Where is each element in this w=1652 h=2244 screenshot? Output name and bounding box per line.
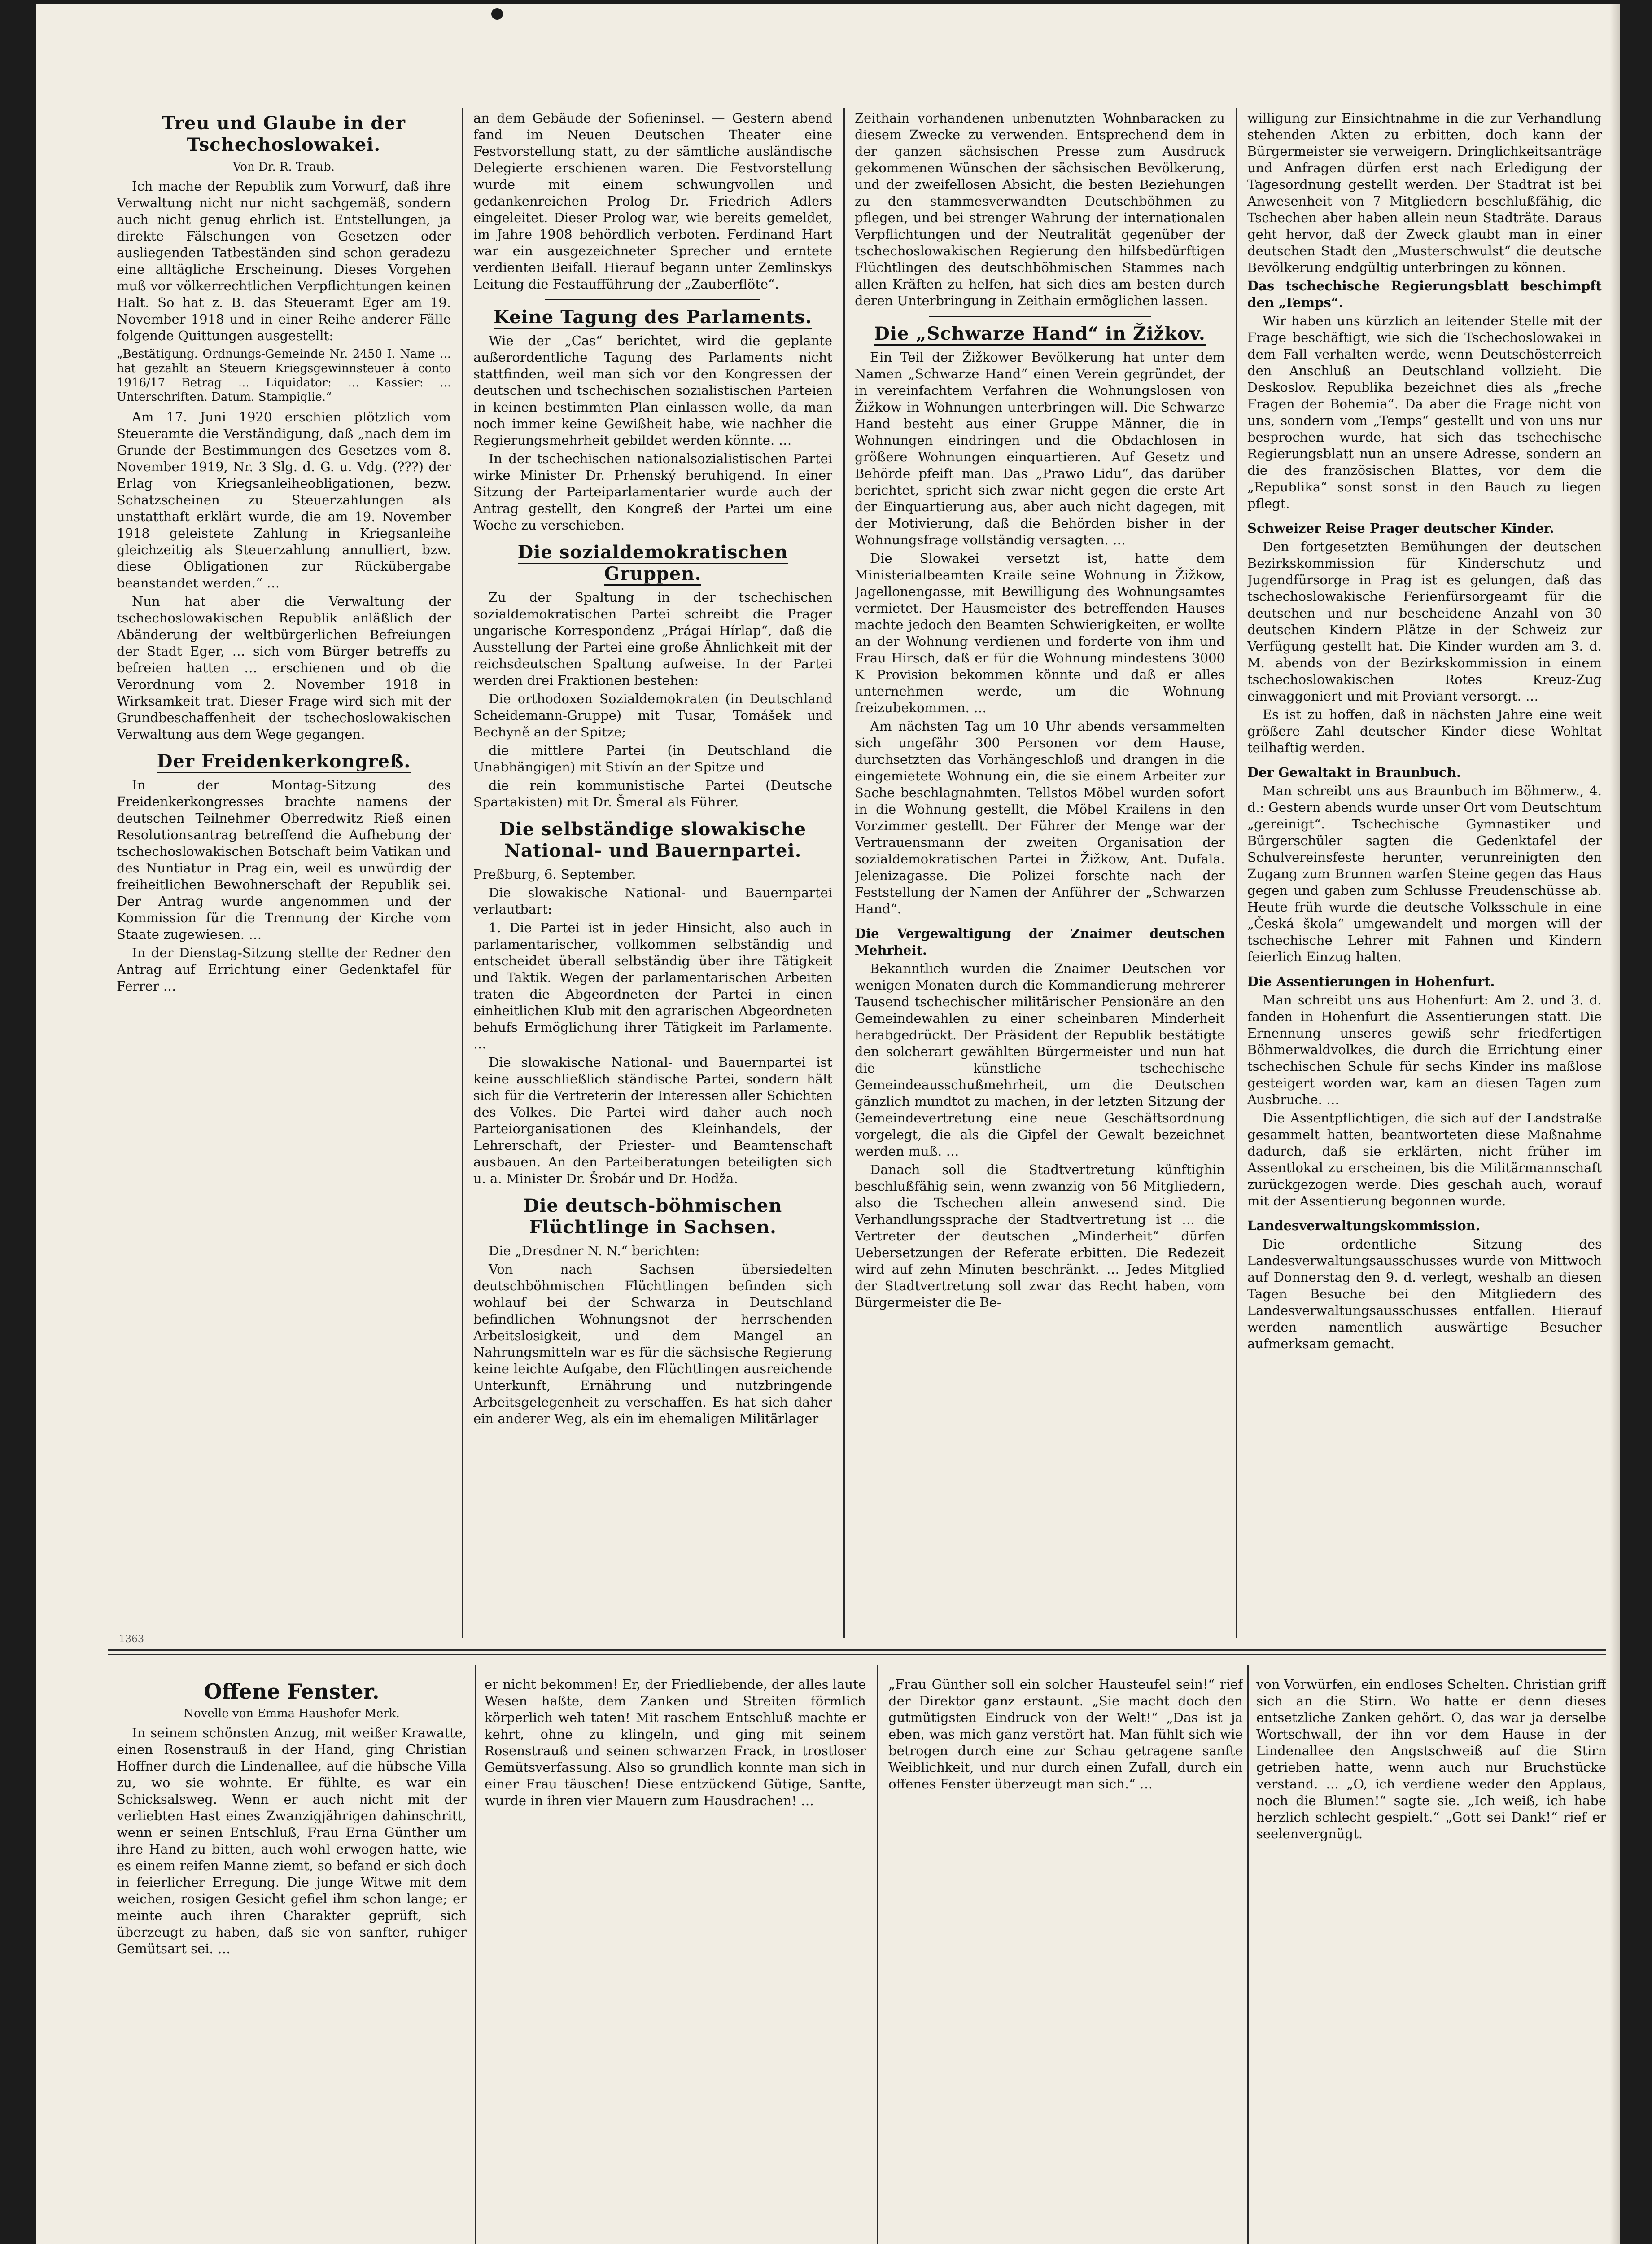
article-braunbuch — [1247, 764, 1602, 965]
novel-text: er nicht bekommen! Er, der Friedliebende, der alles laute Wesen haßte, dem Zanken und Streiten förmlich körperlich weh taten! Mit raschem Entschluß machte er kehrt, ohne zu klingeln, und ging mit seinem Rosenstrauß und seinen schwarzen Frack, in trostloser Gemütsverfassung. Also so grundlich konnte man sich in einer Frau täuschen! Diese entzückend Gütige, Sanfte, wurde in ihren vier Mauern zum Hausdrachen! … — [485, 1677, 866, 1808]
article-lead-title: Schweizer Reise Prager deutscher Kinder. — [1247, 521, 1554, 536]
paragraph: die rein kommunistische Partei (Deutsche Spartakisten) mit Dr. Šmeral als Führer. — [473, 778, 832, 810]
paragraph: Danach soll die Stadtvertretung künftighin beschlußfähig sein, wenn zwanzig von 56 Mitgliedern, also die Tschechen allein anwesend sind. Die Verhandlungssprache der Stadtvertretung ist … die Vertreter der deutschen „Minderheit“ dürfen Uebersetzungen der Referate erbitten. Die Redezeit wird auf zehn Minuten beschränkt. … Jedes Mitglied der Stadtvertretung soll zwar das Recht haben, vom Bürgermeister die Be- — [855, 1162, 1225, 1310]
paragraph: Die Slowakei versetzt ist, hatte dem Ministerialbeamten Kraile seine Wohnung in Žižkow, Jagellonengasse, mit Bewilligung des Wohnungsamtes vermietet. Der Hausmeister des betreffenden Hauses machte jedoch den Beamten Schwierigkeiten, er wollte an der Wohnung verdienen und forderte von ihm und Frau Hirsch, daß er für die Wohnung mindestens 3000 K Provision bekommen könnte und daß er alles unternehmen werde, um die Wohnung freizubekommen. … — [855, 551, 1225, 715]
article-lead-title: Die Vergewaltigung der Znaimer deutschen Mehrheit. — [855, 926, 1225, 958]
newspaper-page — [36, 4, 1620, 2244]
paragraph: 1. Die Partei ist in jeder Hinsicht, also auch in parlamentarischer, vollkommen selbständig und entscheidet überall selbständig über ihre Tätigkeit und Taktik. Wegen der parlamentarischen Arbeiten traten die Abgeordneten der Partei in einen einheitlichen Klub mit den agrarischen Abgeordneten behufs Ermöglichung ihrer Tätigkeit im Parlamente. … — [473, 920, 832, 1052]
article-byline: Von Dr. R. Traub. — [232, 160, 335, 174]
paragraph: Die slowakische National- und Bauernpartei verlautbart: — [473, 885, 832, 917]
paragraph: Am 17. Juni 1920 erschien plötzlich vom Steueramte die Verständigung, daß „nach dem im Grunde der Bestimmungen des Gesetzes vom 8. November 1919, Nr. 3 Slg. d. G. u. Vdg. (???) der Erlag von Kriegsanleiheobligationen, bezw. Schatzscheinen zu Steuerzahlungen als unstatthaft erklärt wurde, die am 19. November 1918 geleistete Zahlung in Kriegsanleihe gleichzeitig als Steuerzahlung annulliert, bzw. diese Obligationen zur Rückübergabe beanstandet werden.“ … — [117, 409, 451, 591]
column-1 — [117, 110, 451, 1636]
paragraph: Die slowakische National- und Bauernpartei ist keine ausschließlich ständische Partei, sondern hält sich für die Vertreterin der Interessen aller Schichten des Volkes. Die Partei wird daher auch noch Parteiorganisationen des Kleinhandels, der Lehrerschaft, der Priester- und Beamtenschaft ausbauen. An den Parteiberatungen beteiligten sich u. a. Minister Dr. Šrobár und Dr. Hodža. — [473, 1055, 832, 1186]
paragraph: In der Dienstag-Sitzung stellte der Redner den Antrag auf Errichtung einer Gedenktafel für Ferrer … — [117, 945, 451, 994]
article-lead-title: Das tschechische Regierungsblatt beschimpft den „Temps“. — [1247, 278, 1602, 310]
article-title: Treu und Glaube in der Tschechoslowakei. — [162, 113, 406, 155]
feuilleton-divider-thin — [108, 1654, 1606, 1655]
column-rule — [1236, 108, 1237, 1638]
separator — [545, 299, 760, 300]
feuilleton-column-1 — [117, 1676, 467, 2244]
article-title-text: Die „Schwarze Hand“ in Žižkov. — [874, 323, 1206, 346]
article-title-text: Die sozialdemokratischen Gruppen. — [518, 542, 788, 586]
paragraph: Man schreibt uns aus Braunbuch im Böhmerw., 4. d.: Gestern abends wurde unser Ort vom Deutschtum „gereinigt“. Tschechische Gymnastiker und Bürgerschüler sagten die Gedenktafel der Schulvereinsfeste herunter, verunreinigten den Zugang zum Brunnen warfen Steine gegen das Haus gegen und gaben zum Schlusse Freudenschüsse ab. Heute früh wurde die deutsche Volksschule in eine „Česká škola“ umgewandelt und morgen will der tschechische Lehrer mit Fahnen und Kindern feierlich Einzug halten. — [1247, 783, 1602, 964]
paragraph: Die ordentliche Sitzung des Landesverwaltungsausschusses wurde von Mittwoch auf Donnerstag den 9. d. verlegt, weshalb an diesen Tagen Besuche bei den Mitgliedern des Landesverwaltungsausschusses entfallen. Hierauf werden namentlich auswärtige Besucher aufmerksam gemacht. — [1247, 1236, 1602, 1351]
paragraph: Zu der Spaltung in der tschechischen sozialdemokratischen Partei schreibt die Prager ungarische Korrespondenz „Prágai Hírlap“, daß die Ausstellung der Partei eine große Ähnlichkeit mit der reichsdeutschen Spaltung aufweise. In der Partei werden drei Fraktionen bestehen: — [473, 590, 832, 688]
column-rule — [843, 108, 845, 1638]
paragraph: die mittlere Partei (in Deutschland die Unabhängigen) mit Stivín an der Spitze und — [473, 743, 832, 775]
column-rule — [877, 1665, 878, 2244]
feuilleton-column-2 — [485, 1676, 866, 2244]
article-title: Die deutsch-böhmischen Flüchtlinge in Sachsen. — [523, 1195, 782, 1238]
article-keine-tagung — [473, 307, 832, 534]
column-rule — [462, 108, 463, 1638]
article-title-text: Der Freidenkerkongreß. — [157, 751, 411, 773]
paragraph: In der Montag-Sitzung des Freidenkerkongresses brachte namens der deutschen Teilnehmer Oberredwitz Rieß einen Resolutionsantrag betreffend die Aufhebung der tschechoslowakischen Botschaft beim Vatikan und des Nuntiatur in Prag ein, weil es unwürdig der freiheitlichen Bewohnerschaft der Republik sei. Der Antrag wurde angenommen und der Kommission für die Trennung der Kirche vom Staate zugewiesen. … — [117, 777, 451, 942]
paragraph-continued: willigung zur Einsichtnahme in die zur Verhandlung stehenden Akten zu erbitten, doch kann der Bürgermeister sie verweigern. Dringlichkeitsanträge und Anfragen dürfen erst nach Erledigung der Tagesordnung gestellt werden. Der Stadtrat ist bei Anwesenheit von 7 Mitgliedern beschlußfähig, die Tschechen aber haben allein neun Stadträte. Daraus geht hervor, daß der Zweck glaubt man in einer deutschen Stadt den „Musterschwulst“ die deutsche Bevölkerung endgültig unterbringen zu können. — [1247, 110, 1602, 275]
article-treu-und-glaube — [117, 113, 451, 743]
paragraph: Man schreibt uns aus Hohenfurt: Am 2. und 3. d. fanden in Hohenfurt die Assentierungen statt. Die Ernennung unseres gewiß sehr friedfertigen Böhmerwaldvolkes, die durch die Errichtung einer tschechischen Schule für sechs Kinder ins maßlose gesteigert worden war, kam an diesen Tagen zum Ausbruche. … — [1247, 992, 1602, 1107]
article-sozialdemokratische-gruppen — [473, 542, 832, 811]
paragraph: Ich mache der Republik zum Vorwurf, daß ihre Verwaltung nicht nur nicht sachgemäß, sondern auch nicht genug ehrlich ist. Entstellungen, ja direkte Fälschungen von Gesetzen oder ausliegenden Tatbeständen sind schon geradezu eine alltägliche Erscheinung. Dieses Vorgehen muß vor völkerrechtlichen Verpflichtungen keinen Halt. So hat z. B. das Steueramt Eger am 19. November 1918 und in einer Reihe anderer Fälle folgende Quittungen ausgestellt: — [117, 179, 451, 343]
column-4 — [1247, 110, 1602, 1636]
article-temps — [1247, 278, 1602, 512]
article-title — [473, 542, 832, 585]
paragraph: Den fortgesetzten Bemühungen der deutschen Bezirkskommission für Kinderschutz und Jugendfürsorge in Prag ist es gelungen, daß das tschechoslowakische Ferienfürsorgeamt für die deutschen und nur bescheidene Anzahl von 30 deutschen Kindern Plätze in der Schweiz zur Verfügung gestellt hat. Die Kinder wurden am 3. d. M. abends von der Bezirkskommission in einem tschechoslowakischen Rotes Kreuz-Zug einwaggoniert und mit Proviant versorgt. … — [1247, 539, 1602, 704]
paragraph: In der tschechischen nationalsozialistischen Partei wirke Minister Dr. Prhenský beruhigend. In einer Sitzung der Parteiparlamentarier wurde auch der Antrag gestellt, den Kongreß der Partei um eine Woche zu verschieben. — [473, 451, 832, 533]
article-title — [855, 323, 1225, 345]
article-schwarze-hand — [855, 323, 1225, 917]
paragraph: Die Assentpflichtigen, die sich auf der Landstraße gesammelt hatten, beantworteten diese Maßnahme dadurch, daß sie erklärten, nicht früher im Assentlokal zu erscheinen, bis die Militärmannschaft zurückgezogen werde. Dies geschah auch, worauf mit der Assentierung begonnen wurde. — [1247, 1110, 1602, 1209]
novel-text: von Vorwürfen, ein endloses Schelten. Christian griff sich an die Stirn. Wo hatte er denn dieses entsetzliche Zanken gehört. O, das war ja derselbe Wortschwall, der ihn vor dem Hause in der Lindenallee den Angstschweiß auf die Stirn getrieben hatte, wenn auch nur Bruchstücke verstand. … „O, ich verdiene weder den Applaus, noch die Blumen!“ sagte sie. „Ich weiß, ich habe herzlich schlecht gespielt.“ „Gott sei Dank!“ rief er seelenvergnügt. — [1256, 1677, 1606, 1841]
article-title — [117, 751, 451, 772]
page-edge-shadow — [1610, 4, 1620, 2244]
paragraph: Bekanntlich wurden die Znaimer Deutschen vor wenigen Monaten durch die Kommandierung mehrerer Tausend tschechischer militärischer Pensionäre an den Gemeindewahlen zu einer scheinbaren Minderheit herabgedrückt. Der Präsident der Republik bestätigte den solcherart gewählten Bürgermeister und nun hat die künstliche tschechische Gemeindeausschußmehrheit, um die Deutschen gänzlich mundtot zu machen, in der letzten Sitzung der Gemeindevertretung eine neue Geschäftsordnung vorgelegt, die als die Gipfel der Gewalt bezeichnet werden muß. … — [855, 961, 1225, 1159]
paragraph: Von nach Sachsen übersiedelten deutschböhmischen Flüchtlingen befinden sich wohlauf bei der Schwarza in Deutschland befindlichen Wohnungsnot der herrschenden Arbeitslosigkeit, und dem Mangel an Nahrungsmitteln war es für die sächsische Regierung keine leichte Aufgabe, den Flüchtlingen ausreichende Unterkunft, Ernährung und nutzbringende Arbeitsgelegenheit zu verschaffen. Es hat sich daher ein anderer Weg, als ein im ehemaligen Militärlager — [473, 1262, 832, 1426]
article-lead-title: Die Assentierungen in Hohenfurt. — [1247, 974, 1495, 989]
column-rule — [475, 1665, 476, 2244]
feuilleton-column-3 — [888, 1676, 1243, 2244]
paragraph-continued: an dem Gebäude der Sofieninsel. — Gestern abend fand im Neuen Deutschen Theater eine Festvorstellung statt, zu der sämtliche ausländische Delegierte erschienen waren. Die Festvorstellung wurde mit einem schwungvollen und gedankenreichen Prolog Dr. Friedrich Adlers eingeleitet. Dieser Prolog war, wie bereits gemeldet, im Jahre 1908 behördlich verboten. Ferdinand Hart war ein ausgezeichneter Sprecher und erntete verdienten Beifall. Hierauf begann unter Zemlinskys Leitung die Festaufführung der „Zauberflöte“. — [473, 110, 832, 292]
paragraph: Die „Dresdner N. N.“ berichten: — [489, 1243, 700, 1258]
novel-byline: Novelle von Emma Haushofer-Merk. — [184, 1707, 400, 1720]
paragraph: Die orthodoxen Sozialdemokraten (in Deutschland Scheidemann-Gruppe) mit Tusar, Tomášek und Bechyně an der Spitze; — [473, 691, 832, 740]
article-slowakische-partei — [473, 819, 832, 1187]
paragraph: Nun hat aber die Verwaltung der tschechoslowakischen Republik anläßlich der Abänderung der weltbürgerlichen Befreiungen der Stadt Eger, … sich vom Bürger betreffs zu befreien hatten … erschienen und ob die Verordnung vom 2. November 1918 in Wirksamkeit trat. Dieser Frage wird sich mit der Grundbeschaffenheit der tschechoslowakischen Verwaltung aus dem Wege gegangen. — [117, 594, 451, 742]
quoted-receipt: „Bestätigung. Ordnungs-Gemeinde Nr. 2450 I. Name ... hat gezahlt an Steuern Kriegsgewinnsteuer à conto 1916/17 Betrag ... Liquidator: ... Kassier: ... Unterschriften. Datum. Stampiglie.“ — [117, 347, 451, 404]
feuilleton-divider — [108, 1649, 1606, 1651]
paragraph-continued: Zeithain vorhandenen unbenutzten Wohnbaracken zu diesem Zwecke zu verwenden. Entsprechend dem in der ganzen sächsischen Presse zum Ausdruck gekommenen Wünschen der sächsischen Bevölkerung, und der zweifellosen Absicht, die besten Beziehungen zu den stammesverwandten Deutschböhmen zu pflegen, und bei strenger Wahrung der internationalen Verpflichtungen und der Neutralität gegenüber der tschechoslowakischen Regierung den hilfsbedürftigen Flüchtlingen des deutschböhmischen Stammes nach allen Kräften zu helfen, hat sich dies am besten durch deren Unterbringung in Zeithain ermöglichen lassen. — [855, 110, 1225, 308]
article-lead-title: Landesverwaltungskommission. — [1247, 1218, 1480, 1233]
feuilleton-column-4 — [1256, 1676, 1606, 2244]
article-lead-title: Der Gewaltakt in Braunbuch. — [1247, 765, 1461, 780]
paragraph: Ein Teil der Žižkower Bevölkerung hat unter dem Namen „Schwarze Hand“ einen Verein gegründet, der in vereinfachtem Verfahren die Wohnungslosen von Žižkow in Wohnungen unterbringen will. Die Schwarze Hand besteht aus einer Gruppe Männer, die in Wohnungen eindringen und die Obdachlosen in größere Wohnungen einquartieren. Auf Gesetz und Behörde pfeift man. Das „Prawo Lidu“, das darüber berichtet, spricht sich zwar nicht gegen die erste Art der Einquartierung aus, aber auch nicht dagegen, mit der Motivierung, daß die Behörden bisher in der Wohnungsfrage vollständig versagten. … — [855, 350, 1225, 548]
article-title: Die selbständige slowakische National- und Bauernpartei. — [499, 819, 806, 861]
column-3 — [855, 110, 1225, 1636]
article-landesverwaltung — [1247, 1218, 1602, 1352]
paragraph: Wir haben uns kürzlich an leitender Stelle mit der Frage beschäftigt, wie sich die Tschechoslowakei in dem Fall verhalten werde, wenn Deutschösterreich den Anschluß an Deutschland vollzieht. Die Deskoslov. Republika bezeichnet dies als „freche Fragen der Bohemia“. Da aber die Frage nicht von uns, sondern vom „Temps“ gestellt und von uns nur besprochen wurde, hat sich das tschechische Regierungsblatt nun an unsere Adresse, sondern an die des französischen Blattes, vor dem die „Republika“ sonst sonst in den Bauch zu liegen pflegt. — [1247, 313, 1602, 511]
paragraph: Wie der „Cas“ berichtet, wird die geplante außerordentliche Tagung des Parlaments nicht stattfinden, weil man sich vor den Kongressen der deutschen und tschechischen sozialistischen Parteien in keinen bestimmten Plan einlassen wolle, da man noch immer keine Gewißheit habe, wie nachher die Regierungsmehrheit gebildet werden könnte. … — [473, 333, 832, 448]
paragraph: Es ist zu hoffen, daß in nächsten Jahre eine weit größere Zahl deutscher Kinder diese Wohltat teilhaftig werden. — [1247, 707, 1602, 755]
article-hohenfurt — [1247, 973, 1602, 1210]
dateline: Preßburg, 6. September. — [473, 867, 636, 882]
article-title — [473, 307, 832, 328]
novel-title: Offene Fenster. — [204, 1679, 380, 1704]
novel-text: „Frau Günther soll ein solcher Hausteufel sein!“ rief der Direktor ganz erstaunt. „Sie macht doch den gutmütigsten Eindruck von der Welt!“ „Das ist ja eben, was mich ganz verstört hat. Man fühlt sich wie betrogen durch eine zur Schau getragene sanfte Weiblichkeit, und nur durch einen Zufall, durch ein offenes Fenster überzeugt man sich.“ … — [888, 1677, 1243, 1792]
article-znaimer-mehrheit — [855, 925, 1225, 1311]
column-2 — [473, 110, 832, 1636]
novel-text: In seinem schönsten Anzug, mit weißer Krawatte, einen Rosenstrauß in der Hand, ging Christian Hoffner durch die Lindenallee, auf die hübsche Villa zu, wo sie wohnte. Er fühlte, es war ein Schicksalsweg. Wenn er auch nicht mit der verliebten Hast eines Zwanzigjährigen dahinschritt, wenn er seinen Entschluß, Frau Erna Günther um ihre Hand zu bitten, auch wohl erwogen hatte, wie es einem reifen Manne ziemt, so befand er sich doch in feierlicher Erregung. Die junge Witwe mit dem weichen, rosigen Gesicht gefiel ihm schon lange; er meinte auch ihren Charakter geprüft, sich überzeugt zu haben, daß sie von sanfter, ruhiger Gemütsart sei. … — [117, 1725, 467, 1956]
article-title-text: Keine Tagung des Parlaments. — [494, 307, 812, 329]
article-freidenkerkongress — [117, 751, 451, 995]
article-schweizer-reise — [1247, 520, 1602, 756]
article-fluechtlinge-sachsen — [473, 1195, 832, 1427]
page-stamp: 1363 — [119, 1634, 144, 1645]
column-rule — [1247, 1665, 1249, 2244]
separator — [929, 316, 1151, 317]
punch-hole — [491, 8, 503, 20]
paragraph: Am nächsten Tag um 10 Uhr abends versammelten sich ungefähr 300 Personen vor dem Hause, durchsetzten das Vorhängeschloß und drangen in die eingemietete Wohnung ein, die sie einem Arbeiter zur Sache beschlagnahmten. Tellstos Möbel wurden sofort in die Wohnung gestellt, die Möbel Krailens in den Vorzimmer gestellt. Der Führer der Menge war der Vertrauensmann der zweiten Organisation der sozialdemokratischen Partei in Žižkow, Ant. Dufala. Jelenizagasse. Die Polizei forschte nach der Feststellung der Namen der Anführer der „Schwarzen Hand“. — [855, 719, 1225, 916]
